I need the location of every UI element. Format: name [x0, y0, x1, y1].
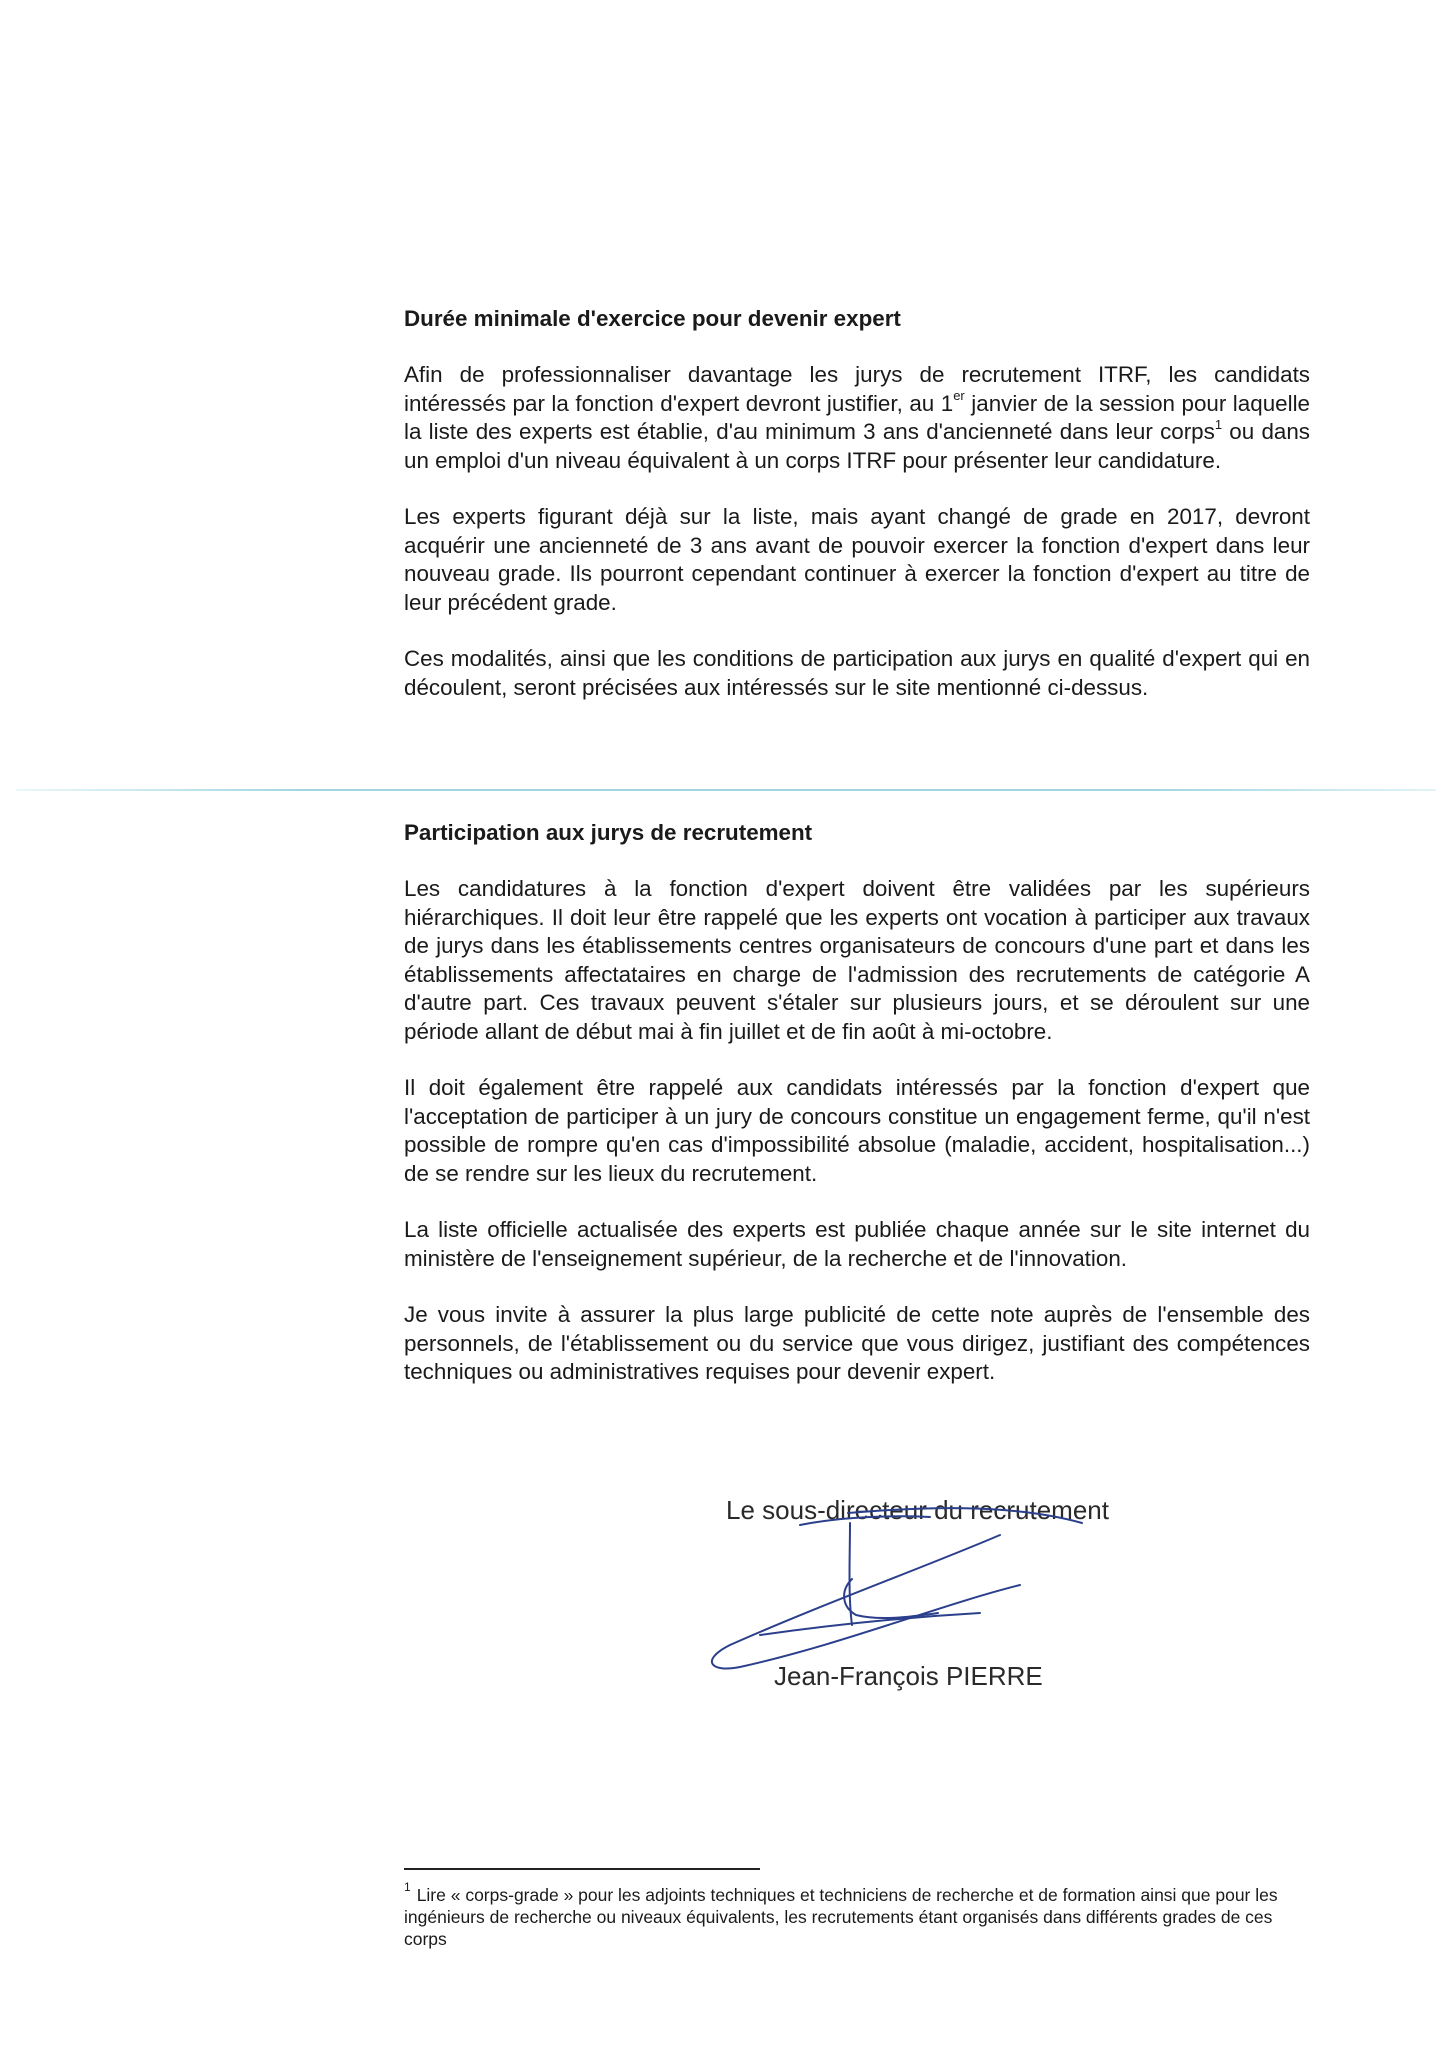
footnote-text: Lire « corps-grade » pour les adjoints techniques et techniciens de recherche et de formation ainsi que pour les ingénieurs de recherche ou niveaux équivalents, les recrutements étant organisés dans différents grades de ces corps: [404, 1885, 1278, 1949]
paragraph-text: ou dans un emploi d'un niveau équivalent à un corps ITRF pour présenter leur candidature.: [404, 419, 1310, 473]
section-heading: Durée minimale d'exercice pour devenir expert: [404, 306, 901, 331]
signatory-name: Jean-François PIERRE: [774, 1661, 1043, 1691]
paragraph: Je vous invite à assurer la plus large publicité de cette note auprès de l'ensemble des personnels, de l'établissement ou du service que vous dirigez, justifiant des compétences techniques ou administratives requises pour devenir expert.: [404, 1302, 1310, 1384]
section-duree-minimale: [404, 305, 1310, 730]
superscript: er: [953, 388, 965, 404]
scan-artifact-line: [16, 789, 1436, 791]
paragraph-text: janvier de la session pour laquelle la liste des experts est établie, d'au minimum 3 ans d'ancienneté dans leur corps: [404, 390, 1310, 444]
paragraph: La liste officielle actualisée des experts est publiée chaque année sur le site internet du ministère de l'enseignement supérieur, de la recherche et de l'innovation.: [404, 1217, 1310, 1271]
footnote-marker: 1: [404, 1880, 411, 1895]
section-participation-jurys: [404, 819, 1310, 1415]
footnote-reference[interactable]: 1: [1214, 416, 1223, 432]
footnote-divider: [404, 1868, 760, 1870]
footnote: [404, 1880, 1310, 1950]
paragraph: [404, 361, 1310, 475]
signature-block: [680, 1495, 1200, 1725]
signatory-title: Le sous-directeur du recrutement: [726, 1495, 1109, 1525]
paragraph-text: Afin de professionnaliser davantage les jurys de recrutement ITRF, les candidats intéressés par la fonction d'expert devront justifier, au 1: [404, 362, 1310, 416]
paragraph: Les experts figurant déjà sur la liste, mais ayant changé de grade en 2017, devront acquérir une ancienneté de 3 ans avant de pouvoir exercer la fonction d'expert dans leur nouveau grade. Ils pourront cependant continuer à exercer la fonction d'expert au titre de leur précédent grade.: [404, 504, 1310, 615]
paragraph: Les candidatures à la fonction d'expert doivent être validées par les supérieurs hiérarchiques. Il doit leur être rappelé que les experts ont vocation à participer aux travaux de jurys dans les établissements centres organisateurs de concours d'une part et dans les établissements affectataires en charge de l'admission des recrutements de catégorie A d'autre part. Ces travaux peuvent s'étaler sur plusieurs jours, et se déroulent sur une période allant de début mai à fin juillet et de fin août à mi-octobre.: [404, 876, 1310, 1044]
section-heading: Participation aux jurys de recrutement: [404, 820, 813, 845]
paragraph: Ces modalités, ainsi que les conditions de participation aux jurys en qualité d'expert qui en découlent, seront précisées aux intéressés sur le site mentionné ci-dessus.: [404, 646, 1310, 700]
paragraph: Il doit également être rappelé aux candidats intéressés par la fonction d'expert que l'acceptation de participer à un jury de concours constitue un engagement ferme, qu'il n'est possible de rompre qu'en cas d'impossibilité absolue (maladie, accident, hospitalisation...) de se rendre sur les lieux du recrutement.: [404, 1075, 1310, 1186]
